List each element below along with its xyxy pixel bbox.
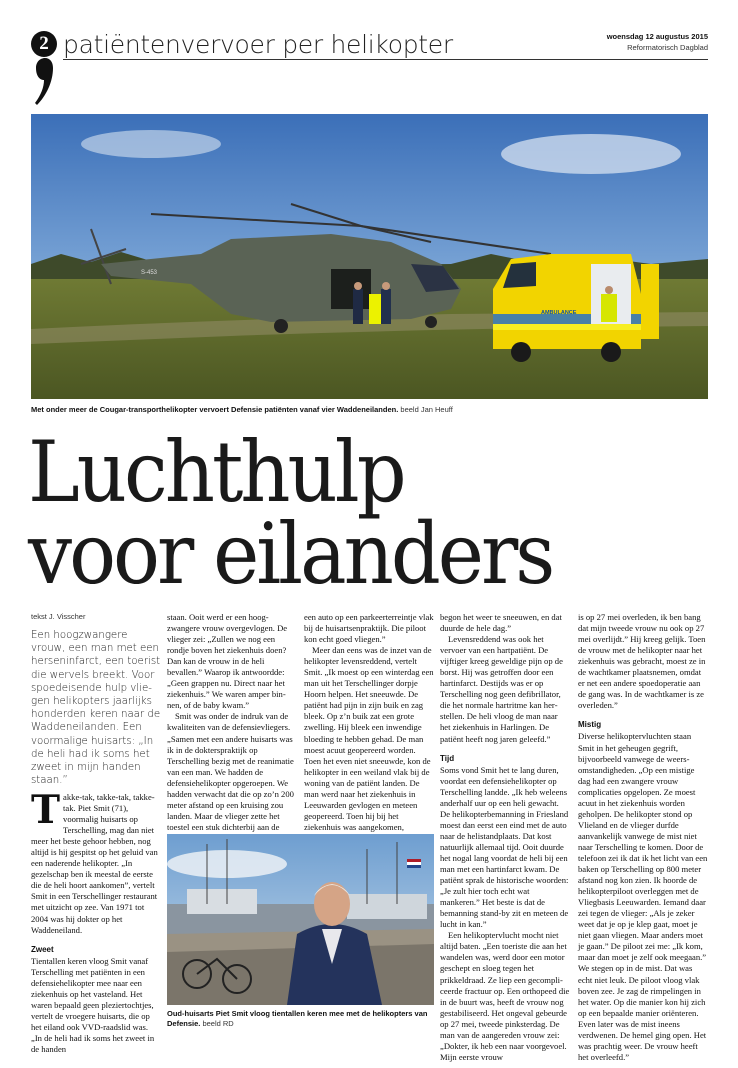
article-headline — [28, 424, 553, 604]
photo-credit: beeld RD — [202, 1019, 234, 1028]
subheading: Tijd — [440, 753, 455, 763]
article-column-5 — [578, 612, 708, 1063]
photo-caption — [31, 405, 708, 414]
page-number: 2 — [31, 31, 57, 57]
article-intro: Een hoogzwangere vrouw, een man met een herseninfarct, een toerist die wervels breekt. Voor spoedeisende hulp vliegen helikopters jaarlijks honderden keren naar de Waddeneilanden. Een voormalige huisarts: „In de heli had ik soms het zweet in mijn handen staan.” — [31, 630, 161, 787]
paragraph: Smit was onder de indruk van de kwaliteiten van de defensievliegers. „Samen met een andere huisarts was ik in de dokterspraktijk op Terschelling bezig met de reanimatie van een man. We hadden de defensiehelikopter opgeroepen. We hadden verwacht dat die op zo’n 200 meter afstand op een kruising zou landen. Maar de vlieger zette het toestel een stuk dichterbij aan de — [167, 711, 294, 832]
headline-line-2: voor eilanders — [28, 506, 553, 604]
ambulance-label: AMBULANCE — [541, 310, 577, 316]
portrait-photo — [167, 834, 434, 1005]
photo-credit: beeld Jan Heuff — [400, 405, 453, 414]
article-column-4 — [440, 612, 570, 1063]
comma-logo — [34, 58, 54, 106]
drop-cap: T — [31, 787, 61, 833]
caption-text: Met onder meer de Cougar-transporthelikopter vervoert Defensie patiënten vanaf vier Waddeneilanden. — [31, 405, 399, 414]
paragraph: is op 27 mei overleden, ik ben bang dat mijn tweede vrouw nu ook op 27 mei overlijdt.” Hij kreeg gelijk. Toen de vrouw met de helikopter naar het ziekenhuis was gebracht, moest ze in de wachtkamer plaatsnemen, omdat er net een andere spoedoperatie aan de gang was. In de wachtkamer is ze overleden.” — [578, 612, 706, 711]
newspaper-name: Reformatorisch Dagblad — [627, 43, 708, 52]
byline: tekst J. Visscher — [31, 612, 86, 621]
section-title: patiëntenvervoer per helikopter — [63, 30, 453, 59]
paragraph: Tientallen keren vloog Smit vanaf Terschelling met patiënten in een defensiehelikopter mee naar een ziekenhuis op het vasteland. Het waren bepaald geen pleziertochtjes, vertelt de vroegere huisarts, die op het eiland ook VVD-raadslid was. „In de heli had ik soms het zweet in de handen — [31, 955, 155, 1055]
article-column-1 — [31, 787, 161, 1055]
paragraph: Soms vond Smit het te lang duren, voordat een defensiehelikopter op Terschelling landde. „Ik heb weleens anderhalf uur op een heli gewacht. De helikopterbemanning in Friesland moest dan eerst een eind met de auto naar de helistandplaats. Dat kost natuurlijk allemaal tijd. Ooit duurde het nogal lang voordat de heli bij een man met een hartinfarct kwam. De patiënt sprak de historische woorden: „Je zult hier toch echt wat mankeren.” Het beste is dat de bemanning stand-by zit en meteen de lucht in kan.” — [440, 764, 569, 930]
page-header — [0, 0, 738, 70]
paragraph: Meer dan eens was de inzet van de helikopter levensreddend, vertelt Smit. „Ik moest op een winterdag een man uit het Terschellinger dorpje Hoorn helpen. Het sneeuwde. De patiënt had pijn in zijn buik en zag bleek. Op z’n buik zat een grote zwelling. Hij bleek een inwendige bloeding te hebben gehad. De man moest acuut geopereerd worden. Toen het even niet sneeuwde, kon de helikopter in een weiland vlak bij de woning van de patiënt landen. De man werd naar het ziekenhuis in Leeuwarden gevlogen en meteen geopereerd. Toen hij bij het ziekenhuis was aangekomen, — [304, 645, 434, 832]
paragraph: Diverse helikoptervluchten staan Smit in het geheugen gegrift, bijvoorbeeld vanwege de weersomstandigheden. „Op een mistige dag had een zwangere vrouw complicaties opgelopen. Ze moest acuut in het ziekenhuis worden geholpen. De helikopter stond op Vlieland en de vlieger durfde aanvankelijk vanwege de mist niet naar Terschelling te komen. Door de telefoon zei ik dat ik het licht van een baken op Terschelling op 800 meter afstand nog kon zien. Ik hoorde de helikopterpiloot overleggen met de Vliegbasis Leeuwarden. Iemand daar zei tegen de vlieger: „Als je zeker weet dat je op je klep gaat, moet je niet gaan vliegen. Maar anders moet je gaan.” De piloot zei me: „Ik kom, maar dan moet je zelf ook meegaan.” We stegen op in de mist. Dat was echt niet leuk. De piloot vloog vlak boven zee. Je zag de rimpelingen in het water. Op die manier kon hij zich op een bepaalde manier oriënteren. Even later was de mist ineens verdwenen. De hemel ging open. Het was prachtig weer. De vrouw heeft het overleefd.” — [578, 731, 708, 1062]
paragraph: Een helikoptervlucht mocht niet altijd baten. „Een toeriste die aan het wandelen was, werd door een motor geschept en sloeg tegen het prikkeldraad. Ze liep een gecompliceerde fractuur op. Een orthopeed die in de buurt was, heeft de vrouw nog gestabiliseerd. Het ongeval gebeurde op 27 mei, tweede pinksterdag. De man van de aangereden vrouw zei: „Dokter, ik heb een naar voorgevoel. Mijn eerste vrouw — [440, 930, 570, 1062]
paragraph: staan. Ooit werd er een hoogzwangere vrouw overgevlogen. De vlieger zei: „Zullen we nog een rondje boven het ziekenhuis doen? Dan kan de vrouw in de heli bevallen.” Waarop ik antwoordde: „Geen grappen nu. Direct naar het ziekenhuis.” We waren amper binnen, of de baby kwam.” — [167, 612, 288, 711]
article-column-2 — [167, 612, 297, 844]
subheading: Mistig — [578, 720, 602, 730]
paragraph: begon het weer te sneeuwen, en dat duurde de hele dag.” — [440, 612, 562, 634]
issue-date: woensdag 12 augustus 2015 — [606, 32, 708, 41]
paragraph: Levensreddend was ook het vervoer van een hartpatiënt. De vijftiger kreeg geweldige pijn op de borst. Hij was getroffen door een hartinfarct. Destijds was er op Terschelling nog geen defibrillator, die het normale hartritme kan herstellen. De heli vloog de man naar het ziekenhuis in Harlingen. De patiënt heeft nog jaren geleefd.” — [440, 634, 563, 744]
caption-text: Oud-huisarts Piet Smit vloog tientallen keren mee met de helikopters van Defensie. — [167, 1009, 428, 1028]
header-divider — [63, 59, 708, 60]
portrait-caption — [167, 1009, 434, 1029]
paragraph: Takke-tak, takke-tak, takke-tak. Piet Smit (71), voormalig huisarts op Terschelling, mag dan niet meer het beste gehoor hebben, nog altijd is hij gespitst op het geluid van een naderende helikopter. „In gezelschap ben ik meestal de eerste die de heli hoort aankomen”, vertelt Smit in een Terschellinger restaurant met uitzicht op zee. Van 1971 tot 2004 was hij dokter op het Waddeneiland. — [31, 787, 158, 935]
paragraph: een auto op een parkeerterreintje vlak bij de huisartsenpraktijk. Die piloot kon echt goed vliegen.” — [304, 612, 434, 645]
headline-line-1: Luchthulp — [28, 424, 404, 522]
subheading: Zweet — [31, 944, 54, 954]
helicopter-photo — [31, 114, 708, 399]
article-column-3 — [304, 612, 434, 833]
heli-registration: S-453 — [141, 270, 158, 276]
